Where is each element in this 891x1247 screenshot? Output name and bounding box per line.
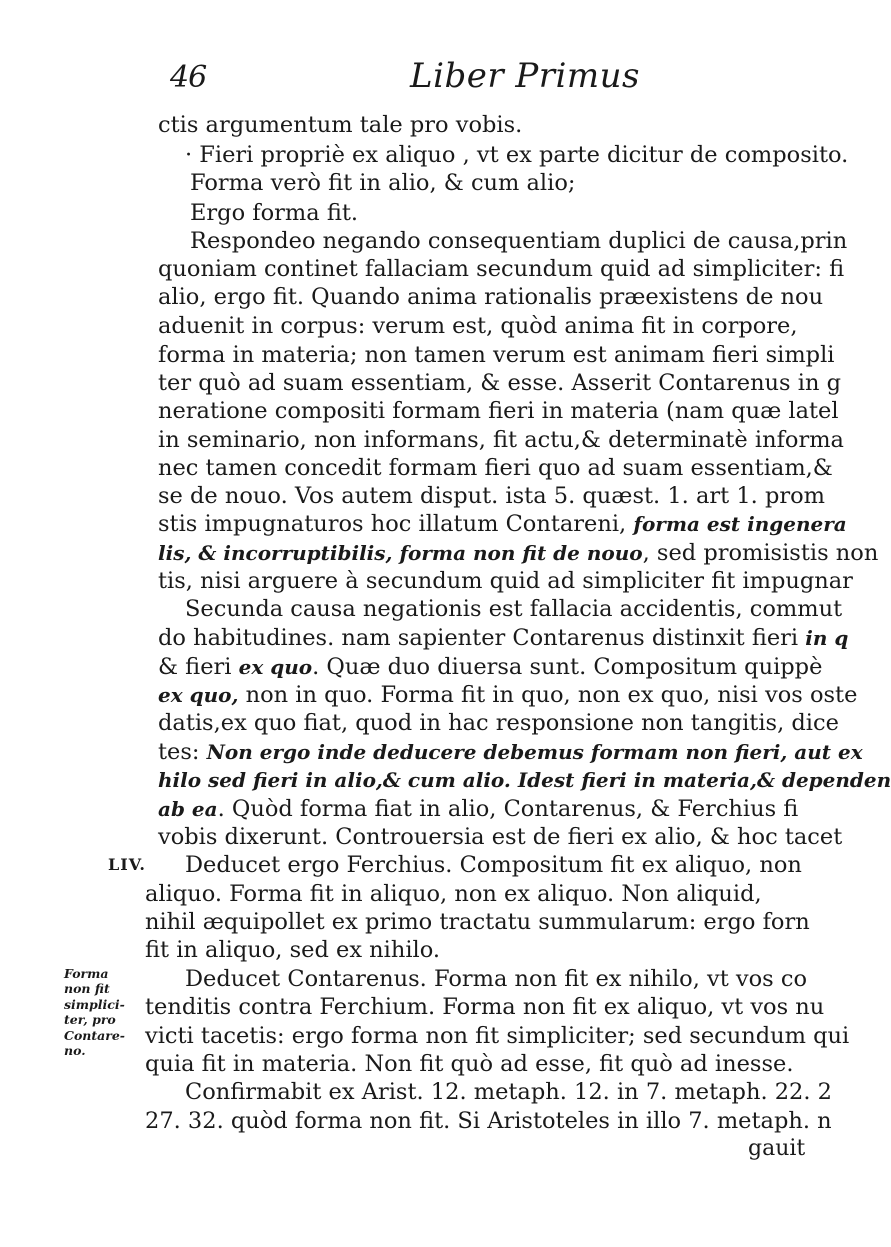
- text-line: [158, 509, 847, 539]
- text-line: tis, nisi arguere à secundum quid ad simpliciter fit impugnar: [158, 568, 853, 594]
- text-line: aduenit in corpus: verum est, quòd anima fit in corpore,: [158, 313, 798, 339]
- page-number: 46: [170, 60, 207, 95]
- text-roman: , sed promisistis non: [642, 540, 879, 566]
- text-italic: hilo sed fieri in alio,& cum alio. Idest fieri in materia,& dependen: [158, 768, 891, 792]
- text-line: forma in materia; non tamen verum est animam fieri simpli: [158, 342, 835, 368]
- text-roman: tes:: [158, 739, 207, 765]
- margin-note-line: Forma: [64, 966, 109, 981]
- text-line: Secunda causa negationis est fallacia accidentis, commut: [185, 596, 843, 622]
- text-italic: ex quo,: [158, 683, 239, 707]
- section-mark: LIV.: [108, 855, 146, 874]
- text-line: Confirmabit ex Arist. 12. metaph. 12. in 7. metaph. 22. 2: [185, 1079, 832, 1105]
- text-line: [158, 737, 863, 767]
- text-line: alio, ergo fit. Quando anima rationalis præexistens de nou: [158, 284, 824, 310]
- margin-note-line: non fit: [64, 981, 110, 997]
- text-line: quoniam continet fallaciam secundum quid ad simpliciter: fi: [158, 256, 845, 282]
- text-line: se de nouo. Vos autem disput. ista 5. quæst. 1. art 1. prom: [158, 483, 825, 509]
- text-italic: forma est ingenera: [633, 512, 847, 536]
- text-line: [158, 652, 823, 682]
- text-line: nihil æquipollet ex primo tractatu summularum: ergo forn: [145, 909, 810, 935]
- text-roman: & fieri: [158, 654, 239, 680]
- text-line: ctis argumentum tale pro vobis.: [158, 112, 523, 138]
- text-line: Ergo forma fit.: [190, 200, 359, 226]
- text-line: vobis dixerunt. Controuersia est de fieri ex alio, & hoc tacet: [158, 824, 843, 850]
- margin-note-line: ter, pro: [64, 1012, 116, 1028]
- text-roman: . Quòd forma fiat in alio, Contarenus, & Ferchius fi: [217, 796, 799, 822]
- text-line: [158, 680, 858, 710]
- text-line: in seminario, non informans, fit actu,& determinatè informa: [158, 427, 844, 453]
- running-head: Liber Primus: [410, 56, 640, 96]
- text-italic: ab ea: [158, 797, 218, 821]
- text-line: [158, 623, 849, 653]
- catchword: gauit: [748, 1136, 806, 1161]
- text-italic: lis, & incorruptibilis, forma non fit de nouo: [158, 541, 643, 565]
- text-line: [158, 765, 891, 795]
- text-line: tenditis contra Ferchium. Forma non fit ex aliquo, vt vos nu: [145, 994, 825, 1020]
- text-roman: non in quo. Forma fit in quo, non ex quo, nisi vos oste: [238, 682, 858, 708]
- text-roman: . Quæ duo diuersa sunt. Compositum quippè: [312, 654, 823, 680]
- text-line: · Fieri propriè ex aliquo , vt ex parte dicitur de composito.: [185, 142, 849, 168]
- margin-note-line: Contare-: [64, 1027, 125, 1043]
- text-line: Forma verò fit in alio, & cum alio;: [190, 170, 576, 196]
- text-line: nec tamen concedit formam fieri quo ad suam essentiam,&: [158, 455, 833, 481]
- text-italic: in q: [805, 626, 849, 650]
- text-line: victi tacetis: ergo forma non fit simpliciter; sed secundum qui: [145, 1023, 850, 1049]
- text-line: datis,ex quo fiat, quod in hac responsione non tangitis, dice: [158, 710, 839, 736]
- text-line: fit in aliquo, sed ex nihilo.: [145, 937, 441, 963]
- text-roman: do habitudines. nam sapienter Contarenus distinxit fieri: [158, 625, 806, 651]
- text-line: [158, 794, 818, 824]
- margin-note-line: simplici-: [64, 996, 125, 1012]
- text-italic: ex quo: [238, 655, 313, 679]
- text-line: Deducet Contarenus. Forma non fit ex nihilo, vt vos co: [185, 966, 808, 992]
- text-line: ter quò ad suam essentiam, & esse. Asserit Contarenus in g: [158, 370, 841, 396]
- text-line: aliquo. Forma fit in aliquo, non ex aliquo. Non aliquid,: [145, 881, 762, 907]
- margin-note: [64, 966, 144, 1058]
- text-line: [158, 538, 879, 568]
- text-italic: Non ergo inde deducere debemus formam non fieri, aut ex: [206, 740, 863, 764]
- margin-note-line: no.: [64, 1043, 86, 1059]
- text-line: quia fit in materia. Non fit quò ad esse, fit quò ad inesse.: [145, 1051, 794, 1077]
- text-line: Deducet ergo Ferchius. Compositum fit ex aliquo, non: [185, 852, 802, 878]
- text-line: 27. 32. quòd forma non fit. Si Aristoteles in illo 7. metaph. n: [145, 1108, 832, 1134]
- text-roman: stis impugnaturos hoc illatum Contareni,: [158, 511, 634, 537]
- text-line: Respondeo negando consequentiam duplici de causa,prin: [190, 228, 848, 254]
- text-line: neratione compositi formam fieri in materia (nam quæ latel: [158, 398, 839, 424]
